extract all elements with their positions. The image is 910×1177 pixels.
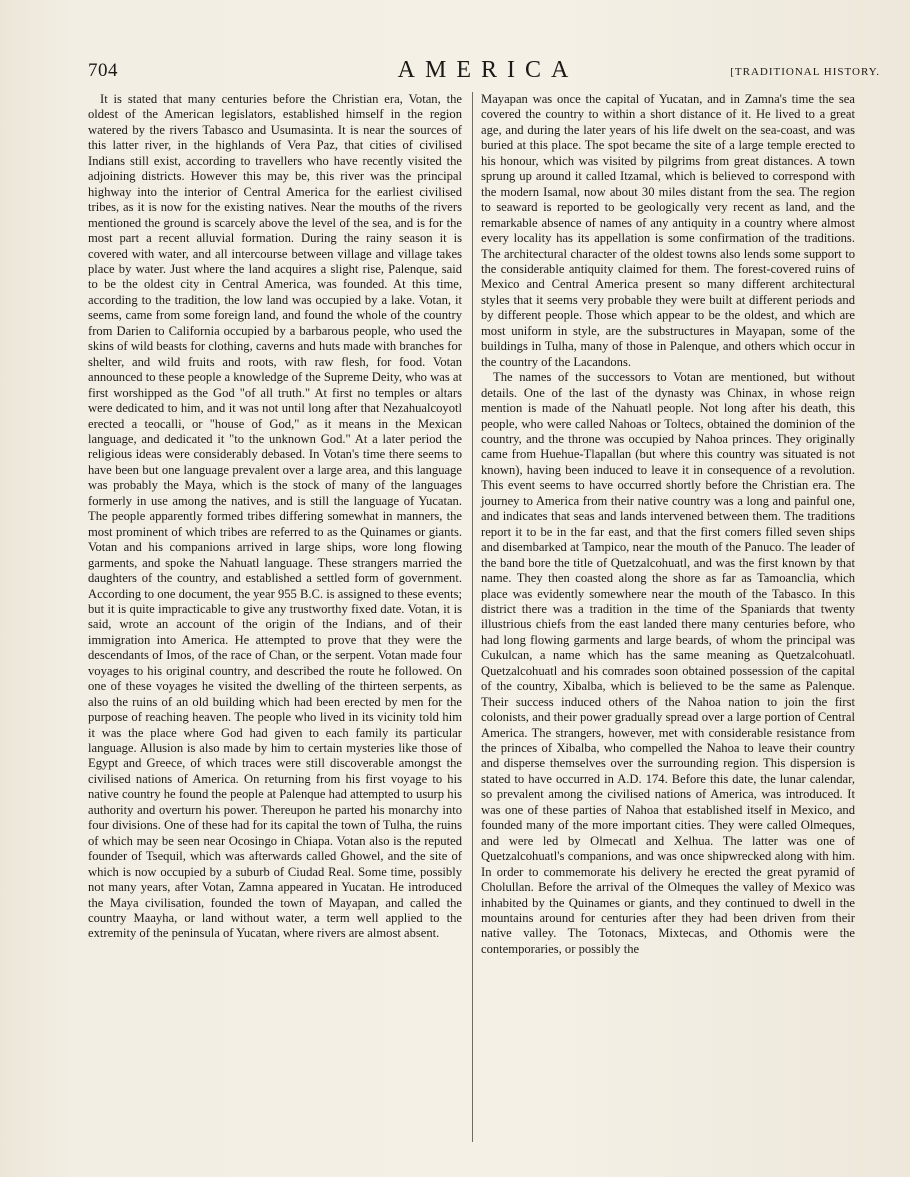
left-column xyxy=(88,92,462,942)
section-label: [TRADITIONAL HISTORY. xyxy=(730,66,880,78)
running-title: AMERICA xyxy=(397,57,579,83)
page-header xyxy=(88,57,888,92)
right-paragraph-1: Mayapan was once the capital of Yucatan, and in Zamna's time the sea covered the country to within a short distance of it. He lived to a great age, and during the later years of his life dwelt on the sea-coast, and was buried at this place. The spot became the site of a large temple erected to his honour, which was visited by pilgrims from great distances. A town sprung up around it called Itzamal, which is believed to correspond with the modern Isamal, now about 30 miles distant from the sea. The region to seaward is reported to be geologically very recent as land, and the remarkable absence of names of any antiquity in a country where almost every locality has its appellation is some confirmation of the traditions. The architectural character of the oldest towns also lends some support to the considerable antiquity claimed for them. The forest-covered ruins of Mexico and Central America present so many different architectural styles that it seems very probable they were built at different periods and by different people. Those which appear to be the oldest, and which are most uniform in style, are the substructures in Mayapan, some of the buildings in Tulha, many of those in Palenque, and others which occur in the country of the Lacandons. xyxy=(481,92,855,369)
right-paragraph-2: The names of the successors to Votan are mentioned, but without details. One of the last of the dynasty was Chinax, in whose reign mention is made of the Nahuatl people. Not long after his death, this people, who were called Nahoas or Toltecs, obtained the dominion of the country, and the throne was occupied by Nahoa princes. They originally came from Huehue-Tlapallan (but where this country was situated is not known), having been induced to leave it in consequence of a revolution. This event seems to have occurred shortly before the Christian era. The journey to America from their native country was a long and painful one, and indicates that seas and lands intervened between them. The traditions report it to be in the far east, and that the first comers filled seven ships and disembarked at Tampico, near the mouth of the Panuco. The leader of the band bore the title of Quetzalcohuatl, and was the first known by that name. They then coasted along the shore as far as Tamoanclia, which place was evidently somewhere near the mouth of the Tabasco. In this district there was a tradition in the time of the Spaniards that twenty illustrious chiefs from the east landed there many centuries before, who had long flowing garments and large beards, of whom the principal was Cukulcan, a name which has the same meaning as Quetzalcohuatl. Quetzalcohuatl and his comrades soon obtained possession of the capital of the country, Xibalba, which is believed to be the same as Palenque. Their success induced others of the Nahoa nation to join the first colonists, and their power gradually spread over a large portion of Central America. The strangers, however, met with considerable resistance from the princes of Xibalba, who compelled the Nahoa to leave their country and disperse themselves over the surrounding region. This dispersion is stated to have occurred in A.D. 174. Before this date, the lunar calendar, so prevalent among the civilised nations of America, was introduced. It was one of these parties of Nahoa that established itself in Mexico, and founded many of the more important cities. They were called Olmeques, and were led by Olmecatl and Xelhua. The latter was one of Quetzalcohuatl's companions, and was once shipwrecked along with him. In order to commemorate his delivery he erected the great pyramid of Cholullan. Before the arrival of the Olmeques the valley of Mexico was inhabited by the Quinames or giants, and they continued to dwell in the mountains around for centuries after they had been driven from their native valley. The Totonacs, Mixtecas, and Othomis were the contemporaries, or possibly the xyxy=(481,370,855,956)
left-paragraph-1: It is stated that many centuries before the Christian era, Votan, the oldest of the American legislators, established himself in the region watered by the rivers Tabasco and Usumasinta. It is near the sources of this latter river, in the highlands of Vera Paz, that cities of civilised Indians still exist, according to travellers who have recently visited the adjoining districts. However this may be, this river was the principal highway into the interior of Central America for the earliest civilised tribes, as it is now for the existing natives. Near the mouths of the rivers mentioned the ground is scarcely above the level of the sea, and is for the most part a recent alluvial formation. During the rainy season it is covered with water, and all intercourse between village and village takes place by water. Just where the land acquires a slight rise, Palenque, said to be the oldest city in Central America, was founded. At this time, according to the tradition, the low land was occupied by a lake. Votan, it seems, came from some foreign land, and found the whole of the country from Darien to California occupied by a barbarous people, who used the skins of wild beasts for clothing, caverns and huts made with branches for shelter, and wild fruits and roots, with raw flesh, for food. Votan announced to these people a knowledge of the Supreme Deity, who was at first worshipped as the God "of all truth." At first no temples or altars were dedicated to him, and it was not until long after that Nezahualcoyotl erected a teocalli, or "house of God," as it means in the Mexican language, and dedicated it "to the unknown God." At a later period the religious ideas were considerably debased. In Votan's time there seems to have been but one language prevalent over a large area, and this language was probably the Maya, which is the stock of many of the languages formerly in use among the natives, and is still the language of Yucatan. The people apparently formed tribes differing somewhat in manners, the most prominent of which tribes are referred to as the Quinames or giants. Votan and his companions arrived in large ships, wore long flowing garments, and spoke the Nahuatl language. These strangers married the daughters of the country, and established a settled form of government. According to one document, the year 955 B.C. is assigned to these events; but it is quite impracticable to give any trustworthy fixed date. Votan, it is said, wrote an account of the origin of the Indians, and of their immigration into America. He attempted to prove that they were the descendants of Imos, of the race of Chan, or the serpent. Votan made four voyages to his original country, and described the route he followed. On one of these voyages he visited the dwelling of the thirteen serpents, as also the ruins of an old building which had been erected by men for the purpose of reaching heaven. The people who lived in its vicinity told him it was the place where God had given to each family its particular language. Allusion is also made by him to certain mysteries like those of Egypt and Greece, of which traces were still discoverable amongst the civilised nations of America. On returning from his first voyage to his native country he found the people at Palenque had attempted to usurp his authority and overturn his power. Thereupon he parted his monarchy into four divisions. One of these had for its capital the town of Tulha, the ruins of which may be seen near Ocosingo in Chiapa. Votan also is the reputed founder of Tsequil, which was afterwards called Ghowel, and the site of which is now occupied by a suburb of Ciudad Real. Some time, possibly not many years, after Votan, Zamna appeared in Yucatan. He introduced the Maya civilisation, founded the town of Mayapan, and called the country Maayha, or land without water, a term well applied to the extremity of the peninsula of Yucatan, where rivers are almost absent. xyxy=(88,92,462,941)
page-number: 704 xyxy=(88,60,118,81)
right-column xyxy=(481,92,855,957)
column-divider xyxy=(472,92,473,1142)
